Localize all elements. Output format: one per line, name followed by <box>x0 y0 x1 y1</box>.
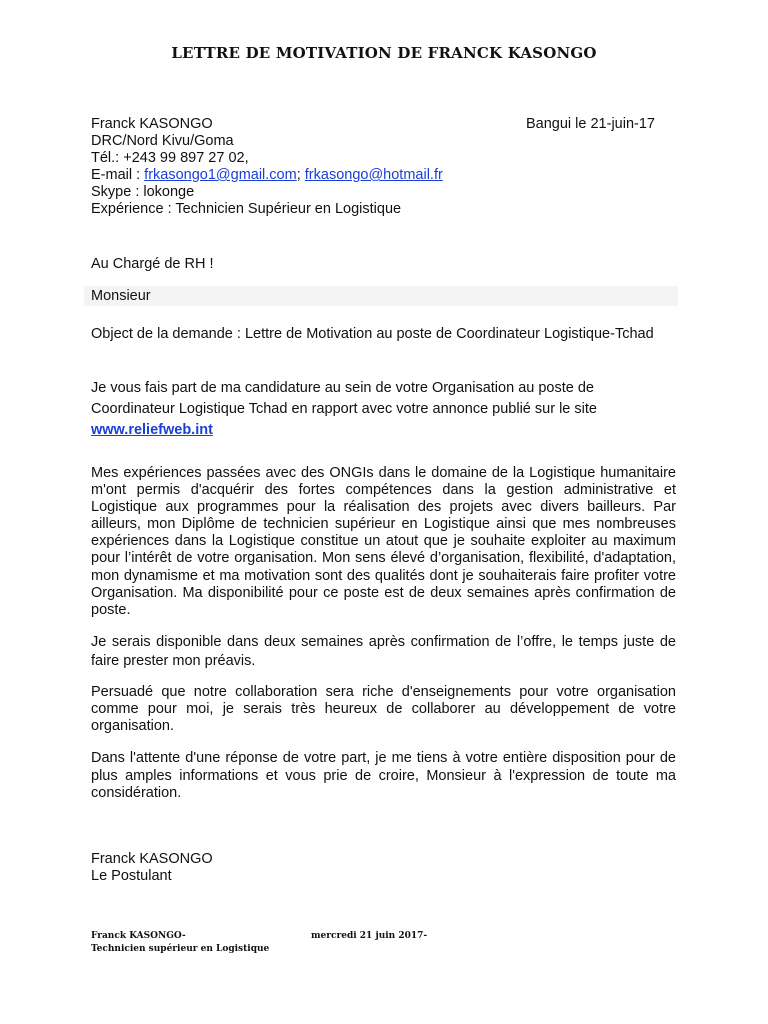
closing-paragraph: Dans l'attente d'une réponse de votre part, je me tiens à votre entière disposition pour de plus amples informations et vous prie de croire, Monsieur à l'expression de toute ma considération. <box>91 750 676 801</box>
signature-name: Franck KASONGO <box>91 851 213 867</box>
sender-experience: Expérience : Technicien Supérieur en Logistique <box>91 201 402 217</box>
signature-block <box>91 851 213 885</box>
email-link-hotmail[interactable]: frkasongo@hotmail.fr <box>304 167 443 183</box>
availability-paragraph: Je serais disponible dans deux semaines après confirmation de l’offre, le temps juste de faire prester mon préavis. <box>91 634 676 669</box>
object-line: Object de la demande : Lettre de Motivation au poste de Coordinateur Logistique-Tchad <box>91 326 654 342</box>
footer-role: Technicien supérieur en Logistique <box>91 944 270 954</box>
sender-location: DRC/Nord Kivu/Goma <box>91 133 234 149</box>
sender-email-line <box>91 167 443 184</box>
sender-skype: Skype : lokonge <box>91 184 195 200</box>
footer-left <box>91 930 269 956</box>
sender-block <box>91 116 443 218</box>
letter-date: Bangui le 21-juin-17 <box>526 116 655 132</box>
email-separator: ; <box>296 167 305 183</box>
sender-name: Franck KASONGO <box>91 116 213 132</box>
experience-paragraph: Mes expériences passées avec des ONGIs dans le domaine de la Logistique humanitaire m'ont permis d'acquérir des fortes compétences dans la gestion administrative et Logistique aux programmes pour la réalisation des projets avec divers bailleurs. Par ailleurs, mon Diplôme de technicien supérieur en Logistique ainsi que mes nombreuses expériences dans la Logistique constitue un atout que je souhaite exploiter au maximum pour l’intérêt de votre organisation. Mon sens élevé d’organisation, flexibilité, d'adaptation, mon dynamisme et ma motivation sont des qualités dont je souhaiterais faire profiter votre Organisation. Ma disponibilité pour ce poste est de deux semaines après confirmation de poste. <box>91 465 676 618</box>
salutation-highlight <box>84 286 678 306</box>
greeting: Au Chargé de RH ! <box>91 256 214 272</box>
candidature-line-1: Je vous fais part de ma candidature au sein de votre Organisation au poste de <box>91 380 594 396</box>
website-link[interactable]: www.reliefweb.int <box>91 422 213 438</box>
collaboration-paragraph: Persuadé que notre collaboration sera riche d'enseignements pour votre organisation comme pour moi, je serais très heureux de collaborer au développement de votre organisation. <box>91 684 676 734</box>
signature-role: Le Postulant <box>91 868 172 884</box>
footer-name: Franck KASONGO- <box>91 931 186 941</box>
salutation: Monsieur <box>91 288 151 304</box>
document-title: LETTRE DE MOTIVATION DE FRANCK KASONGO <box>171 44 597 62</box>
footer-date: mercredi 21 juin 2017- <box>311 931 428 941</box>
sender-phone: Tél.: +243 99 897 27 02, <box>91 150 249 166</box>
email-link-gmail[interactable]: frkasongo1@gmail.com <box>144 167 297 183</box>
candidature-paragraph <box>91 378 676 441</box>
email-prefix: E-mail : <box>91 167 145 183</box>
candidature-line-2: Coordinateur Logistique Tchad en rapport avec votre annonce publié sur le site <box>91 401 597 417</box>
